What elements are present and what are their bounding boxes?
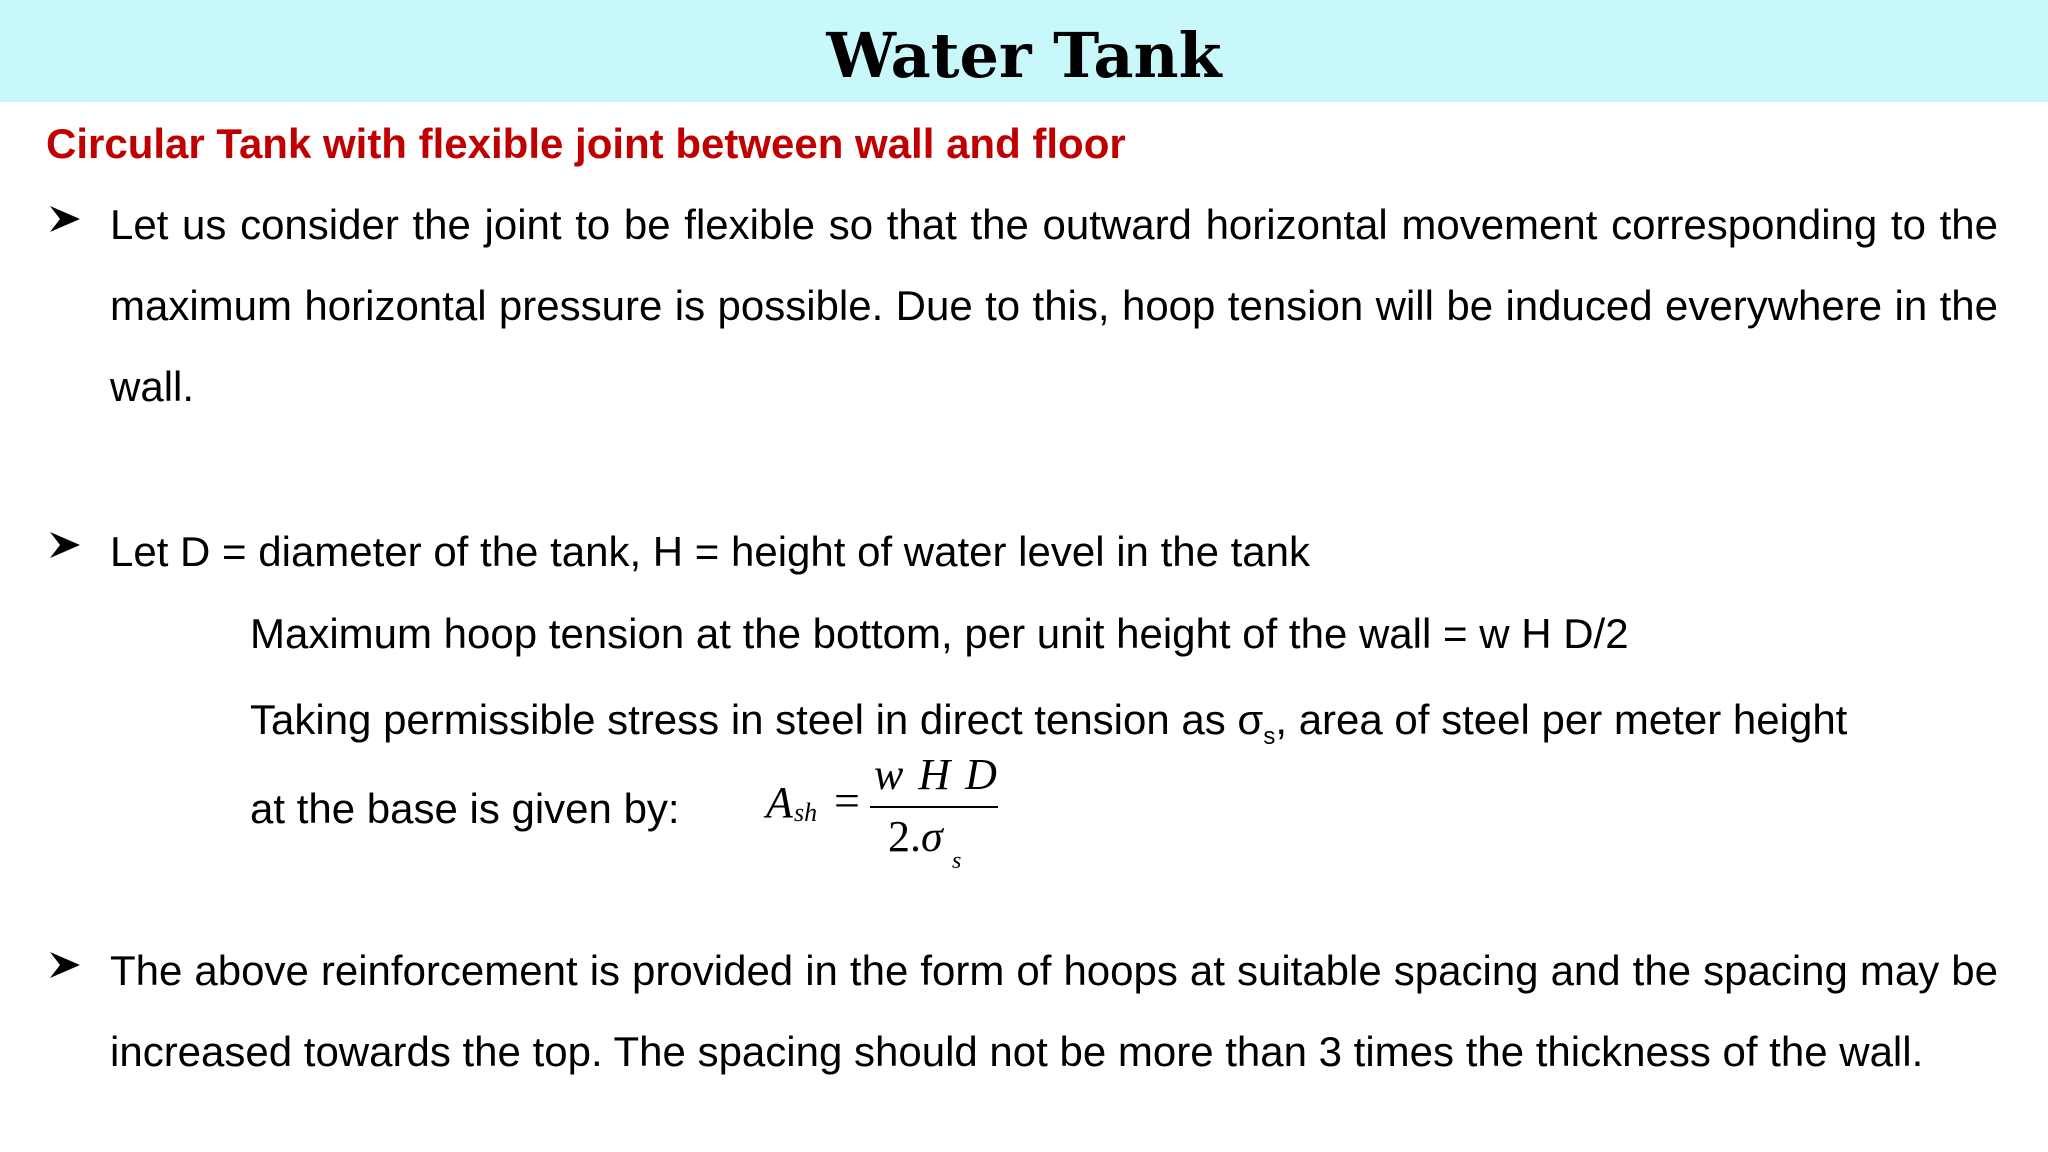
arrowhead-bullet-icon: [48, 204, 82, 234]
bullet-3-text: The above reinforcement is provided in the form of hoops at suitable spacing and the spacing may be increased towards the top. The spacing should not be more than 3 times the thickness of the wall.: [110, 947, 1998, 1075]
fraction-bar: [870, 806, 998, 808]
denominator-symbol: σ: [921, 812, 943, 861]
stress-suffix: , area of steel per meter height: [1275, 696, 1848, 743]
denominator-subscript: s: [952, 848, 962, 874]
stress-prefix: Taking permissible stress in steel in direct tension as σ: [250, 696, 1264, 743]
bullet-2-text: Let D = diameter of the tank, H = height of water level in the tank: [110, 528, 1311, 575]
formula-lhs: A: [766, 778, 793, 827]
slide-title: Water Tank: [826, 19, 1222, 92]
stress-subscript: s: [1263, 723, 1276, 750]
formula-denominator: [888, 812, 943, 862]
formula-numerator: w H D: [874, 750, 999, 799]
base-text-line: at the base is given by:: [250, 785, 680, 832]
steel-area-formula: [766, 750, 1006, 874]
hoop-tension-line: Maximum hoop tension at the bottom, per unit height of the wall = w H D/2: [250, 610, 1629, 657]
bullet-1-text: Let us consider the joint to be flexible so that the outward horizontal movement corresponding to the maximum horizontal pressure is possible. Due to this, hoop tension will be induced everywhere in the wall.: [110, 201, 1998, 410]
formula-equals: =: [834, 775, 860, 826]
arrowhead-bullet-icon: [48, 950, 82, 980]
denominator-prefix: 2.: [888, 812, 921, 861]
section-heading: Circular Tank with flexible joint between wall and floor: [46, 120, 1126, 167]
formula-lhs-subscript: sh: [794, 798, 818, 827]
arrowhead-bullet-icon: [48, 530, 82, 560]
permissible-stress-line: [250, 695, 1847, 762]
